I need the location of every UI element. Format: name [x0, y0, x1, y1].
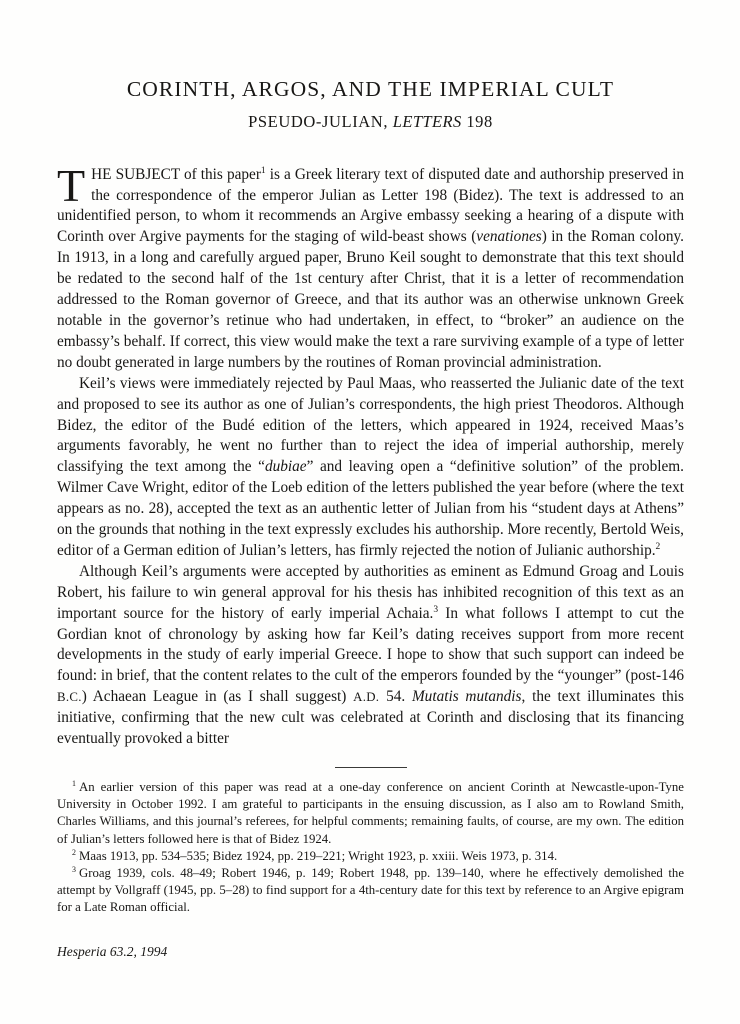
text-run-smallcaps: B.C. [57, 690, 82, 705]
subtitle-prefix: PSEUDO-JULIAN, [248, 111, 393, 131]
footnote-ref-2: 2 [655, 541, 661, 552]
footnote-marker: 1 [72, 778, 76, 788]
footnote-3 [57, 865, 684, 917]
text-run: Keil’s views were immediately rejected by Paul Maas, who reasserted the Julianic date of the text and proposed to see its author as one of Julian’s correspondents, the high priest Theodoros. Although Bidez, the editor of the Budé edition of the letters, which appeared in 1924, received Maas’s arguments favorably, he went no further than to reject the idea of imperial authorship, merely classifying the text among the “ [57, 374, 684, 476]
footnote-text: Maas 1913, pp. 534–535; Bidez 1924, pp. 219–221; Wright 1923, p. xxiii. Weis 1973, p. 314. [78, 848, 558, 863]
footnote-text: Groag 1939, cols. 48–49; Robert 1946, p. 149; Robert 1948, pp. 139–140, where he effectively demolished the attempt by Vollgraff (1945, pp. 5–28) to find support for a 4th-century date for this text by reference to an Argive epigram for a Late Roman official. [57, 866, 684, 915]
footnote-ref-3: 3 [433, 604, 439, 615]
footnote-marker: 3 [72, 864, 76, 874]
footnote-1 [57, 779, 684, 848]
text-run: 54. [379, 688, 412, 706]
text-run: In what follows I attempt to cut the Gordian knot of chronology by asking how far Keil’s dating receives support from more recent developments in the study of early imperial Greece. I hope to show that such support can indeed be found: in brief, that the content relates to the cult of the emperors founded by the “younger” (post-146 [57, 604, 684, 685]
paragraph-2 [57, 374, 684, 562]
drop-cap: T [57, 159, 86, 211]
text-run-italic: Mutatis mutandis [411, 688, 522, 706]
text-run-smallcaps: A.D. [353, 690, 380, 705]
paragraph-1 [57, 159, 685, 374]
page-subtitle [57, 112, 684, 132]
text-run-italic: venationes [476, 228, 542, 246]
text-run: ) Achaean League in (as I shall suggest) [81, 688, 354, 706]
subtitle-italic-word: LETTERS [392, 111, 462, 131]
text-run: Although Keil’s arguments were accepted by authorities as eminent as Edmund Groag and Louis Robert, his failure to win general approval for his thesis has inhibited recognition of this text as an important source for the history of early imperial Achaia. [57, 562, 684, 622]
footnote-2 [57, 848, 684, 865]
text-run: ) in the Roman colony. In 1913, in a long and carefully argued paper, Bruno Keil sought to demonstrate that this text should be redated to the second half of the 1st century after Christ, that it is a letter of recommendation addressed to the Roman governor of Greece, and that its author was an otherwise unknown Greek notable in the governor’s retinue who had undertaken, in effect, to “broker” an audience on the embassy’s behalf. If correct, this view would make the text a rare surviving example of a type of letter no doubt generated in large numbers by the routines of Roman provincial administration. [57, 228, 684, 371]
text-run: , the text illuminates this initiative, confirming that the new cult was celebrated at Corinth and disclosing that its financing eventually provoked a bitter [57, 688, 684, 748]
text-run: is a Greek literary text of disputed date and authorship preserved in the correspondence of the emperor Julian as Letter 198 (Bidez). The text is addressed to an unidentified person, to whom it recommends an Argive embassy seeking a hearing of a dispute with Corinth over Argive payments for the staging of wild-beast shows ( [57, 165, 685, 246]
paragraph-3 [57, 562, 684, 750]
subtitle-suffix: 198 [461, 111, 493, 131]
footnotes-section [57, 779, 684, 917]
article-body [57, 159, 685, 750]
text-run: HE SUBJECT of this paper [91, 165, 261, 183]
text-run-italic: dubiae [264, 458, 307, 476]
journal-footer: Hesperia 63.2, 1994 [57, 944, 168, 959]
footnote-divider [335, 767, 407, 768]
page-title: CORINTH, ARGOS, AND THE IMPERIAL CULT [126, 77, 615, 101]
text-run: ” and leaving open a “definitive solution” of the problem. Wilmer Cave Wright, editor of the Loeb edition of the letters published the year before (where the text appears as no. 28), accepted the text as an authentic letter of Julian from his “student days at Athens” on the grounds that nothing in the text expressly excludes his authorship. More recently, Bertold Weis, editor of a German edition of Julian’s letters, has firmly rejected the notion of Julianic authorship. [57, 458, 684, 559]
footnote-text: An earlier version of this paper was read at a one-day conference on ancient Corinth at Newcastle-upon-Tyne University in October 1992. I am grateful to participants in the ensuing discussion, as I also am to Rowland Smith, Charles Williams, and this journal’s referees, for helpful comments; remaining faults, of course, are my own. The edition of Julian’s letters followed here is that of Bidez 1924. [57, 780, 684, 846]
footnote-marker: 2 [72, 847, 76, 857]
footnote-ref-1: 1 [260, 165, 266, 176]
